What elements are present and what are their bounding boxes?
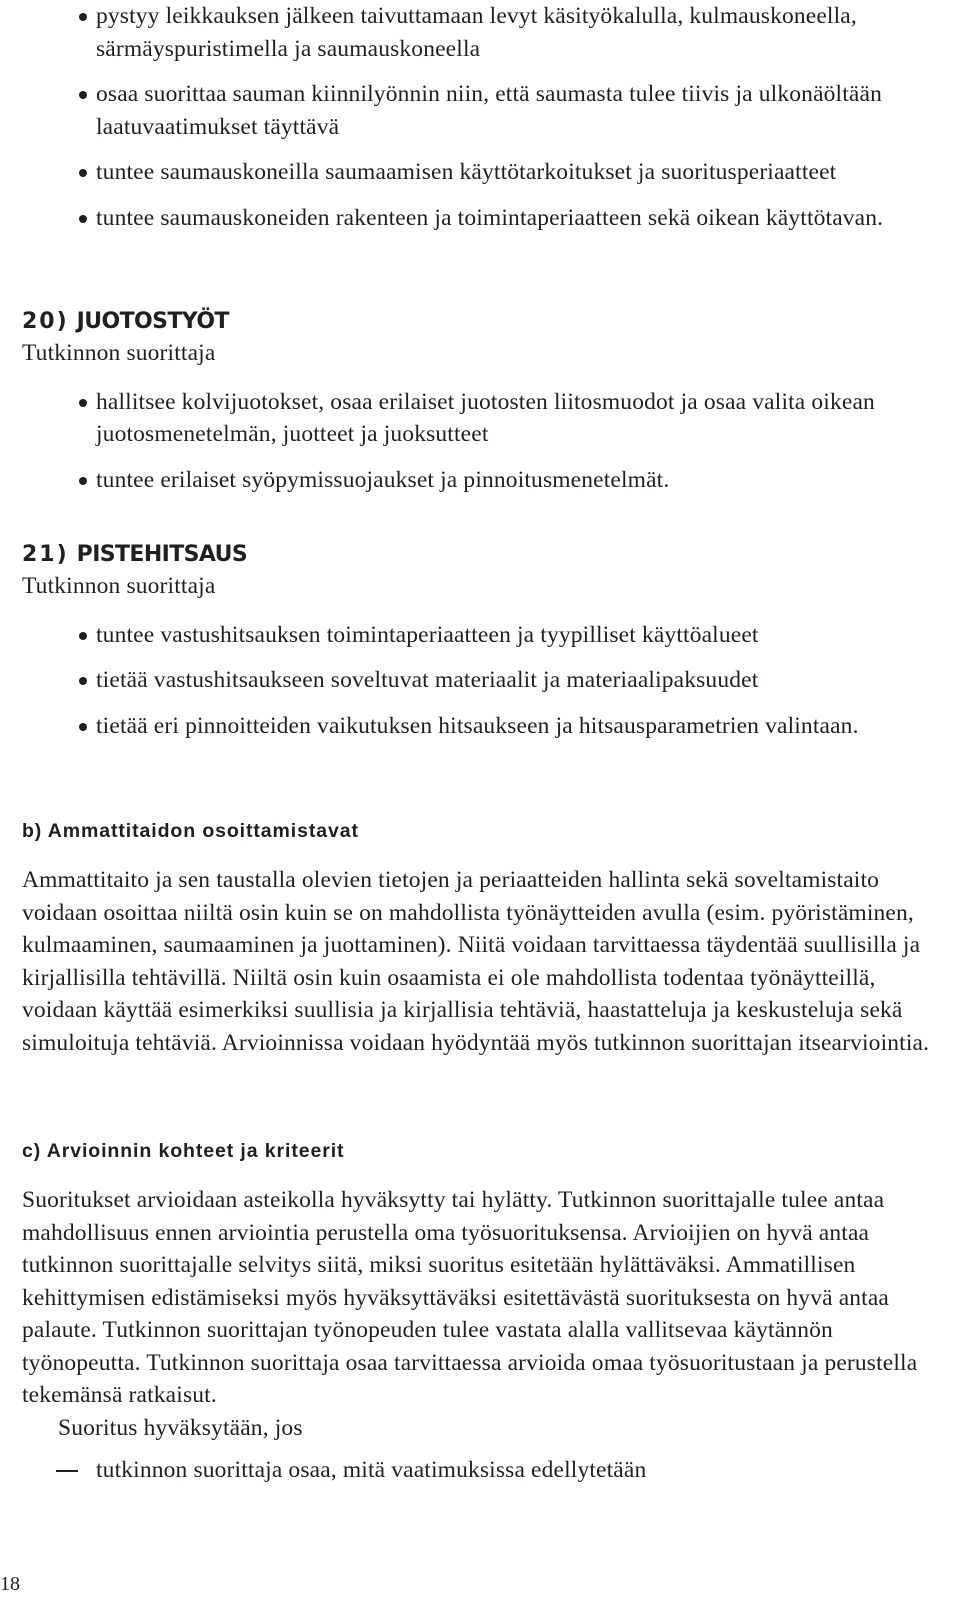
list-item (22, 619, 942, 652)
list-item (22, 202, 942, 235)
section-paragraph: Suoritukset arvioidaan asteikolla hyväksytty tai hylätty. Tutkinnon suorittajalle tulee antaa mahdollisuus ennen arviointia perustella oma työsuorituksensa. Arvioijien on hyvä antaa tutkinnon suorittajalle selvitys siitä, miksi suoritus esitetään hylättäväksi. Ammatillisen kehittymisen edistämiseksi myös hyväksyttäväksi esitettävästä suorituksesta on hyvä antaa palaute. Tutkinnon suorittajan työnopeuden tulee vastata alalla vallitsevaa käytännön työnopeutta. Tutkinnon suorittaja osaa tarvittaessa arvioida omaa työsuoritustaan ja perustella tekemänsä ratkaisut. (22, 1187, 918, 1408)
list-item (22, 1454, 942, 1487)
bullet-icon (79, 13, 87, 21)
section-title: JUOTOSTYÖT (76, 309, 229, 334)
bullet-icon (79, 723, 87, 731)
bullet-icon (79, 477, 87, 485)
section-20 (22, 307, 942, 496)
page-number: 18 (0, 1573, 20, 1595)
list-item (22, 386, 942, 451)
section-b (22, 818, 942, 1059)
list-item-text: tutkinnon suorittaja osaa, mitä vaatimuksissa edellytetään (96, 1457, 647, 1483)
list-item-text: pystyy leikkauksen jälkeen taivuttamaan levyt käsityökalulla, kulmauskoneella, särmäyspuristimella ja saumauskoneella (96, 3, 857, 62)
dash-icon (56, 1470, 78, 1472)
list-item-text: tietää vastushitsaukseen soveltuvat materiaalit ja materiaalipaksuudet (96, 667, 759, 693)
list-item-text: tuntee vastushitsauksen toimintaperiaatteen ja tyypilliset käyttöalueet (96, 621, 759, 648)
section-heading (22, 540, 942, 570)
list-item (22, 156, 942, 189)
indented-line: Suoritus hyväksytään, jos (58, 1414, 303, 1441)
bullet-icon (79, 677, 87, 685)
bullet-icon (79, 399, 87, 407)
section-heading: b) Ammattitaidon osoittamistavat (22, 820, 359, 842)
list-item-text: tuntee saumauskoneilla saumaamisen käyttötarkoitukset ja suoritusperiaatteet (96, 159, 837, 185)
section-heading: c) Arvioinnin kohteet ja kriteerit (22, 1140, 345, 1162)
section-title: PISTEHITSAUS (76, 542, 248, 567)
section-c (22, 1138, 942, 1487)
section-subtitle: Tutkinnon suorittaja (22, 573, 216, 599)
section-number: 20) (22, 309, 69, 334)
bullet-icon (79, 169, 87, 177)
list-item (22, 78, 942, 143)
list-item-text: hallitsee kolvijuotokset, osaa erilaiset juotosten liitosmuodot ja osaa valita oikean juotosmenetelmän, juotteet ja juoksutteet (96, 388, 875, 447)
section-21 (22, 540, 942, 742)
list-item-text: tuntee saumauskoneiden rakenteen ja toimintaperiaatteen sekä oikean käyttötavan. (96, 204, 884, 231)
list-item-text: osaa suorittaa sauman kiinnilyönnin niin, että saumasta tulee tiivis ja ulkonäöltään laatuvaatimukset täyttävä (96, 81, 882, 140)
list-item (22, 664, 942, 697)
bullet-icon (79, 215, 87, 223)
list-item-text: tuntee erilaiset syöpymissuojaukset ja pinnoitusmenetelmät. (96, 466, 670, 493)
bullet-icon (79, 632, 87, 640)
bullet-icon (79, 91, 87, 99)
list-item-text: tietää eri pinnoitteiden vaikutuksen hitsaukseen ja hitsausparametrien valintaan. (96, 712, 859, 739)
list-item (22, 710, 942, 743)
section-paragraph: Ammattitaito ja sen taustalla olevien tietojen ja periaatteiden hallinta sekä soveltamistaito voidaan osoittaa niiltä osin kuin se on mahdollista työnäytteiden avulla (esim. pyöristäminen, kulmaaminen, saumaaminen ja juottaminen). Niitä voidaan tarvittaessa täydentää suullisilla ja kirjallisilla tehtävillä. Niiltä osin kuin osaamista ei ole mahdollista todentaa työnäytteillä, voidaan käyttää esimerkiksi suullisia ja kirjallisia tehtäviä, haastatteluja ja keskusteluja sekä simuloituja tehtäviä. Arvioinnissa voidaan hyödyntää myös tutkinnon suorittajan itsearviointia. (22, 867, 930, 1056)
section-subtitle: Tutkinnon suorittaja (22, 340, 216, 366)
top-bullet-list (22, 0, 942, 234)
section-heading (22, 307, 942, 337)
section-number: 21) (22, 542, 69, 567)
list-item (22, 464, 942, 497)
list-item (22, 0, 942, 65)
